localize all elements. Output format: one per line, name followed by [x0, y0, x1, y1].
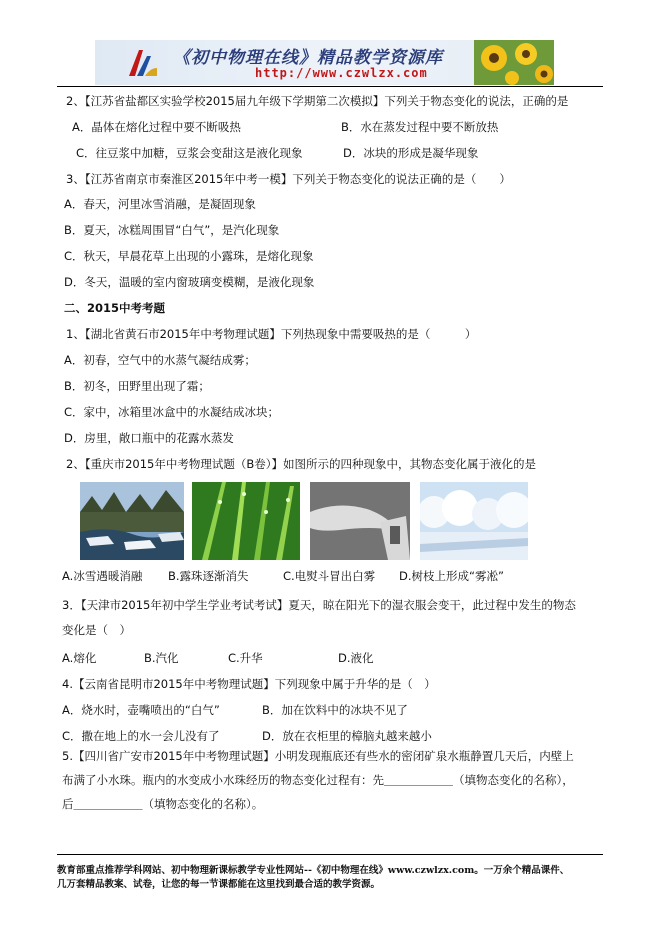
s2-q5-stem-1: 5.【四川省广安市2015年中考物理试题】小明发现瓶底还有些水的密闭矿泉水瓶静置几天后，内壁上 — [62, 749, 574, 763]
footer-rule — [57, 854, 603, 855]
s2-q5-stem-2: 布满了小水珠。瓶内的水变成小水珠经历的物态变化过程有：先＿＿＿＿＿＿（填物态变化的名称）， — [62, 773, 574, 787]
banner-url: http://www.czwlzx.com — [255, 66, 428, 80]
q2-option-d: D．冰块的形成是凝华现象 — [343, 146, 479, 160]
q2-stem: 2、【江苏省盐都区实验学校2015届九年级下学期第二次模拟】下列关于物态变化的说法，正确的是 — [66, 94, 569, 108]
s2-q1-option-a: A．初春，空气中的水蒸气凝结成雾； — [64, 353, 256, 367]
s2-q1-option-c: C．家中，冰箱里冰盒中的水凝结成冰块； — [64, 405, 280, 419]
banner-title: 《初中物理在线》精品教学资源库 — [173, 48, 443, 68]
photo-caption-b: B.露珠逐渐消失 — [168, 569, 249, 583]
footer-line-1: 教育部重点推荐学科网站、初中物理新课标教学专业性网站--《初中物理在线》www.czwlzx.com。一万余个精品课件、 — [57, 865, 570, 876]
q2-option-c: C．往豆浆中加糖，豆浆会变甜这是液化现象 — [76, 146, 303, 160]
photo-caption-d: D.树枝上形成“雾凇” — [399, 569, 504, 583]
s2-q3-option-a: A.熔化 — [62, 651, 97, 665]
site-logo-icon — [125, 46, 159, 80]
footer-line-2: 几万套精品教案、试卷，让您的每一节课都能在这里找到最合适的教学资源。 — [57, 879, 381, 890]
header-banner — [95, 40, 554, 85]
s2-q3-option-d: D.液化 — [338, 651, 374, 665]
photo-ice-melting — [80, 482, 184, 560]
q3-option-c: C．秋天，早晨花草上出现的小露珠，是熔化现象 — [64, 249, 314, 263]
q3-option-b: B．夏天，冰糕周围冒“白气”，是汽化现象 — [64, 223, 280, 237]
q3-option-a: A．春天，河里冰雪消融，是凝固现象 — [64, 197, 256, 211]
photo-rime-trees — [420, 482, 528, 560]
s2-q2-stem: 2、【重庆市2015年中考物理试题（B卷）】如图所示的四种现象中，其物态变化属于液化的是 — [66, 457, 536, 471]
photo-iron-steam — [310, 482, 410, 560]
photo-caption-a: A.冰雪遇暖消融 — [62, 569, 143, 583]
section-heading: 二、2015中考考题 — [64, 301, 166, 315]
s2-q4-option-d: D．放在衣柜里的樟脑丸越来越小 — [262, 729, 432, 743]
s2-q4-stem: 4.【云南省昆明市2015年中考物理试题】下列现象中属于升华的是（ ） — [62, 677, 436, 691]
s2-q4-option-b: B．加在饮料中的冰块不见了 — [262, 703, 408, 717]
s2-q3-stem-2: 变化是（ ） — [62, 623, 131, 637]
sunflower-image — [474, 40, 554, 85]
q2-option-a: A．晶体在熔化过程中要不断吸热 — [72, 120, 241, 134]
photo-caption-c: C.电熨斗冒出白雾 — [283, 569, 376, 583]
header-rule — [57, 86, 603, 87]
q2-option-b: B．水在蒸发过程中要不断放热 — [341, 120, 499, 134]
s2-q4-option-a: A．烧水时，壶嘴喷出的“白气” — [62, 703, 220, 717]
q3-option-d: D．冬天，温暖的室内窗玻璃变模糊，是液化现象 — [64, 275, 315, 289]
s2-q3-option-c: C.升华 — [228, 651, 263, 665]
s2-q3-option-b: B.汽化 — [144, 651, 179, 665]
s2-q1-option-d: D．房里，敞口瓶中的花露水蒸发 — [64, 431, 234, 445]
photo-dew-drops — [192, 482, 300, 560]
s2-q1-option-b: B．初冬，田野里出现了霜； — [64, 379, 210, 393]
s2-q5-stem-3: 后＿＿＿＿＿＿（填物态变化的名称）。 — [62, 797, 264, 811]
s2-q1-stem: 1、【湖北省黄石市2015年中考物理试题】下列热现象中需要吸热的是（ ） — [66, 327, 477, 341]
s2-q3-stem-1: 3．【天津市2015年初中学生学业考试考试】夏天，晾在阳光下的湿衣服会变干，此过程中发生的物态 — [62, 598, 576, 612]
q3-stem: 3、【江苏省南京市秦淮区2015年中考一模】下列关于物态变化的说法正确的是（ ） — [66, 172, 511, 186]
s2-q4-option-c: C．撒在地上的水一会儿没有了 — [62, 729, 220, 743]
